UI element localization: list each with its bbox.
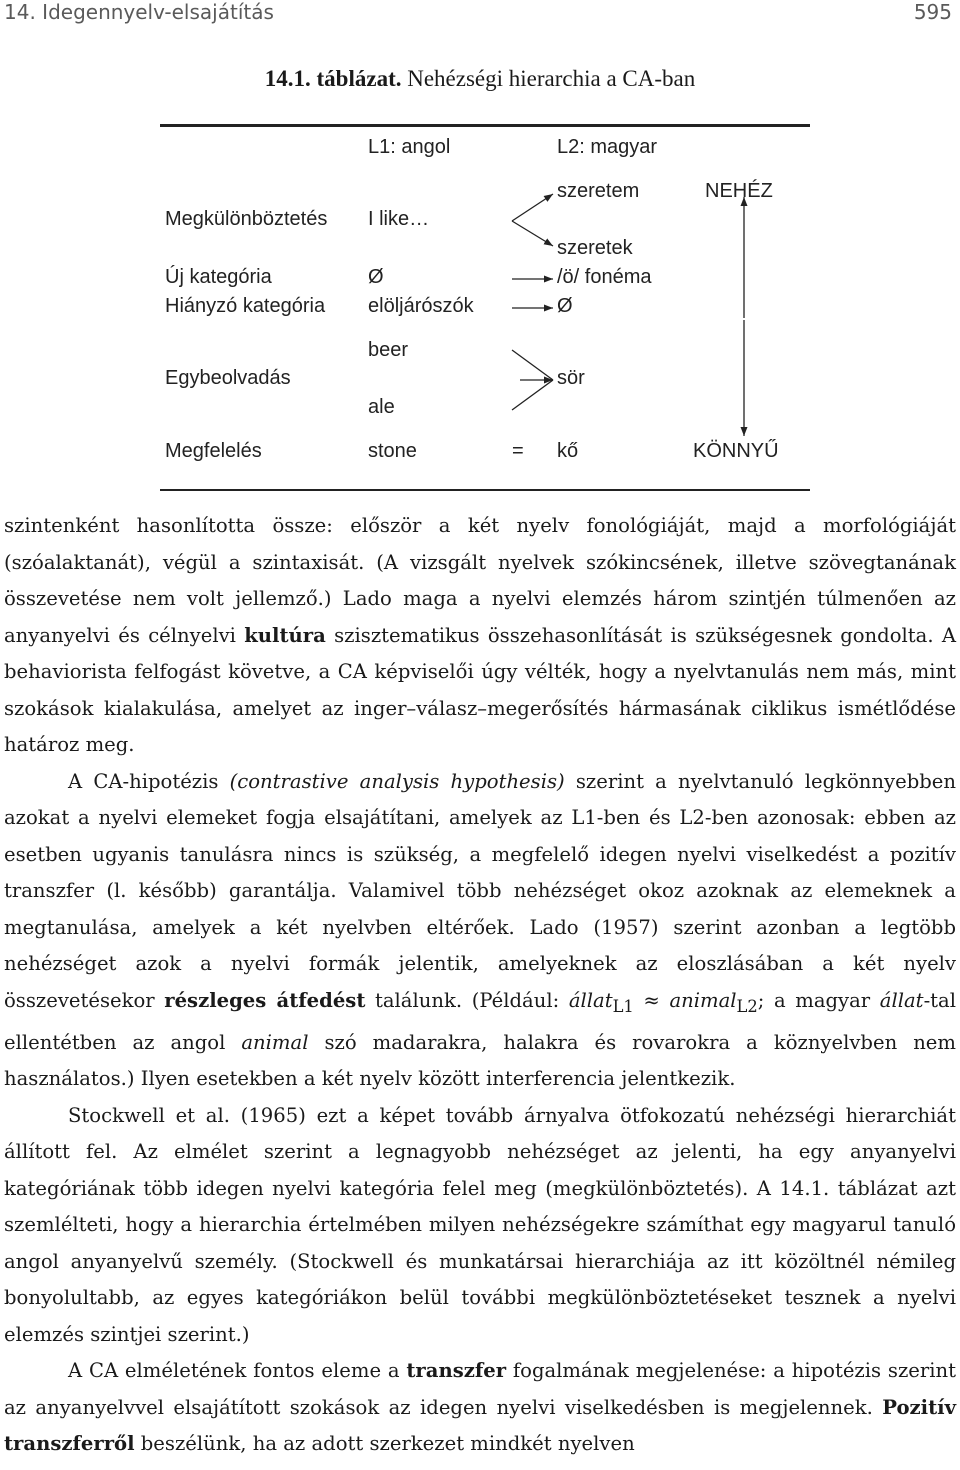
- caption-number: 14.1. táblázat.: [264, 66, 402, 91]
- row-label-megfeleles: Megfelelés: [165, 440, 262, 462]
- p2-sub-l2: L2: [736, 996, 758, 1016]
- equals-sign: =: [512, 440, 524, 462]
- l2-megkulonboztetes-a: szeretem: [557, 180, 640, 202]
- p4-text-c: fogalmának megjelenése: a hipotézis szerint az anyanyelvvel elsajátított szokások az idegen nyelvi viselkedésben is megjelennek.: [4, 1359, 956, 1419]
- l2-megkulonboztetes-b: szeretek: [557, 237, 633, 259]
- split-arrow-up: [512, 194, 553, 221]
- p2-approx-sign: ≈: [633, 988, 670, 1012]
- row-label-uj-kategoria: Új kategória: [165, 266, 272, 288]
- paragraph-1: [4, 508, 956, 764]
- p2-text-c: szerint a nyelvtanuló legkönnyebben azokat a nyelvi elemeket fogja elsajátítani, amelyek az L1-ben és L2-ben azonosak: ebben az esetben ugyanis tanulásra nincs is szükség, a megfelelő idegen nyelvi viselkedést a pozitív transzfer (l. később) garantálja. Valamivel több nehézséget okoz azoknak az elemeknek a megtanulása, amelyek a két nyelvben eltérőek. Lado (1957) szerint azonban a legtöbb nehézséget azok a nyelvi formák jelentik, amelyeknek az eloszlásában a két nyelv összevetésekor: [4, 769, 956, 1012]
- p2-italic-animal-2: animal: [241, 1030, 309, 1054]
- paragraph-2: [4, 764, 956, 1098]
- p2-text-i: ; a magyar: [757, 988, 880, 1012]
- l2-egybeolvadas: sör: [557, 367, 585, 389]
- l1-egybeolvadas-b: ale: [368, 396, 395, 418]
- l1-uj-kategoria: Ø: [368, 266, 384, 288]
- paragraph-3: [4, 1098, 956, 1354]
- p2-italic-animal: animal: [669, 988, 737, 1012]
- easy-label: KÖNNYŰ: [693, 440, 779, 462]
- p2-text-m: szó madarakra, halakra és rovarokra a köznyelvben nem használatos.) Ilyen esetekben a két nyelv között interferencia jelentkezik.: [4, 1030, 956, 1091]
- p3-text: Stockwell et al. (1965) ezt a képet tovább árnyalva ötfokozatú nehézségi hierarchiát állított fel. Az elmélet szerint a legnagyobb nehézséget az jelenti, ha egy anyanyelvi kategóriának több idegen nyelvi kategória felel meg (megkülönböztetés). A 14.1. táblázat azt szemlélteti, hogy a hierarchia értelmében milyen nehézségekre számíthat egy magyarul tanuló angol anyanyelvű személy. (Stockwell és munkatársai hierarchiája az itt közöltnél némileg bonyolultabb, az egyes kategóriákon belül további megkülönböztetéseket tesznek a nyelvi elemzés szintjei szerint.): [4, 1103, 956, 1346]
- table-arrows: [0, 0, 960, 500]
- p4-bold-transzfer: transzfer: [406, 1359, 507, 1383]
- l1-hianyzo-kategoria: elöljárószók: [368, 295, 474, 317]
- p2-italic-allat: állat: [568, 988, 613, 1012]
- paragraph-4: [4, 1353, 956, 1463]
- p2-italic-allat-2: állat: [879, 988, 924, 1012]
- p4-bold-pozitiv: Pozitív transzferről: [4, 1395, 956, 1456]
- p2-italic-term: (contrastive analysis hypothesis): [229, 769, 565, 793]
- p2-sub-l1: L1: [612, 996, 634, 1016]
- p1-text-a: szintenként hasonlította össze: először a két nyelv fonológiáját, majd a morfológiáját (szóalaktanát), végül a szintaxisát. (A vizsgált nyelvek szókincsének, illetve szövegtanának összevetése nem volt jellemző.) Lado maga a nyelvi elemzés három szintjén túlmenően az anyanyelvi és célnyelvi: [4, 514, 956, 647]
- row-label-hianyzo-kategoria: Hiányzó kategória: [165, 295, 326, 317]
- split-arrow-down: [512, 221, 553, 246]
- p1-text-c: szisztematikus összehasonlítását is szükségesnek gondolta. A behaviorista felfogást követve, a CA képviselői úgy vélték, hogy a nyelvtanulás nem más, mint szokások kialakulása, amelyet az inger–válasz–megerősítés hármasának ciklikus ismétlődése határoz meg.: [4, 623, 957, 756]
- row-label-megkulonboztetes: Megkülönböztetés: [165, 208, 328, 230]
- p1-bold-kultura: kultúra: [244, 623, 326, 647]
- p2-text-k: -tal ellentétben az angol: [4, 988, 957, 1054]
- p4-text-a: A CA elméletének fontos eleme a: [68, 1359, 407, 1383]
- hard-label: NEHÉZ: [705, 180, 773, 202]
- p4-text-e: beszélünk, ha az adott szerkezet mindkét nyelven: [134, 1432, 635, 1456]
- l2-uj-kategoria: /ö/ fonéma: [557, 266, 652, 288]
- merge-line-lower: [512, 380, 553, 410]
- row-label-egybeolvadas: Egybeolvadás: [165, 367, 291, 389]
- p2-text-e: találunk. (Például:: [365, 988, 569, 1012]
- column-header-l1: L1: angol: [368, 136, 451, 158]
- l1-megkulonboztetes: I like…: [368, 208, 430, 230]
- l1-egybeolvadas-a: beer: [368, 339, 409, 361]
- l2-hianyzo-kategoria: Ø: [557, 295, 573, 317]
- column-header-l2: L2: magyar: [557, 136, 658, 158]
- l1-megfeleles: stone: [368, 440, 417, 462]
- l2-megfeleles: kő: [557, 440, 579, 462]
- caption-title: Nehézségi hierarchia a CA-ban: [407, 66, 696, 91]
- page-number: 595: [913, 0, 952, 24]
- p2-bold-term: részleges átfedést: [164, 988, 366, 1012]
- p2-text-a: A CA-hipotézis: [68, 769, 230, 793]
- merge-line-upper: [512, 350, 553, 380]
- body-text: [4, 508, 956, 1463]
- chapter-header: 14. Idegennyelv-elsajátítás: [4, 0, 274, 24]
